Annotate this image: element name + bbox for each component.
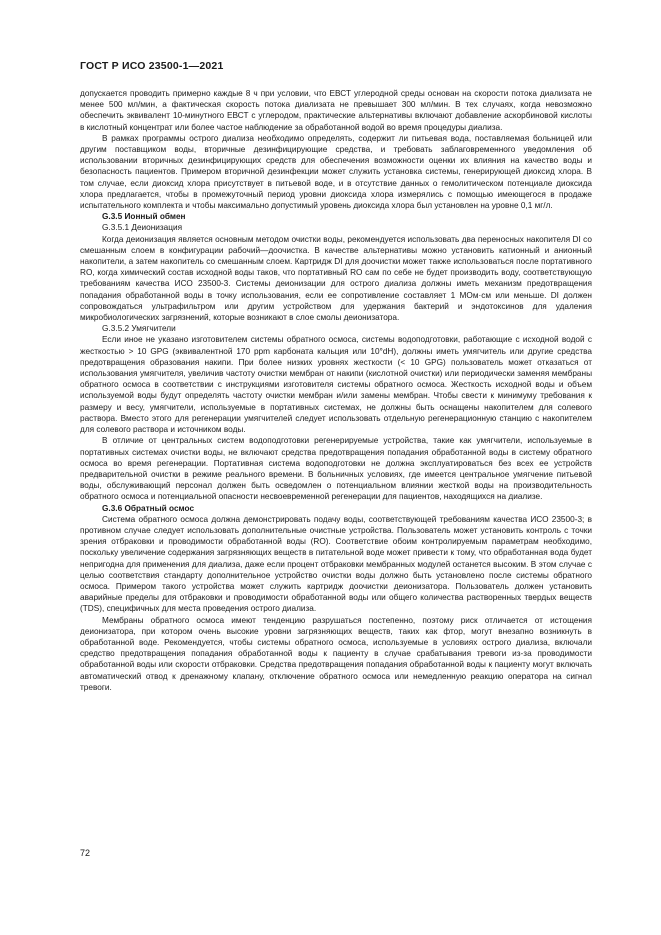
page-number: 72 [80, 848, 91, 858]
section-heading-reverse-osmosis: G.3.6 Обратный осмос [102, 503, 195, 513]
section-heading-ion-exchange: G.3.5 Ионный обмен [102, 212, 186, 222]
document-body [80, 88, 592, 693]
paragraph-reverse-osmosis: Система обратного осмоса должна демонстрировать подачу воды, соответствующей требованиям качества ИСО 23500-3; в противном случае следует использовать дополнительные очистные устройства. Пользователь может установить контроль с точки зрения отбраковки и проводимости обработанной воды (RO). Соответствие обоим контролируемым параметрам необходимо, поскольку увеличение содержания загрязняющих веществ в питательной воде может привести к тому, что обработанная вода будет непригодна для применения для диализа, даже если процент отбраковки мембранных модулей останется высоким. В этом случае с целью соответствия стандарту дополнительное устройство очистки воды должно быть установлено после системы обратного осмоса. Примером такого устройства может служить картридж доочистки деионизатора. Пользователь должен установить аварийные пределы для отбраковки и проводимости обработанной воды или общего количества растворенных твердых веществ (TDS), специфичных для места проведения острого диализа. [80, 514, 592, 614]
subsection-heading-softeners: G.3.5.2 Умягчители [102, 324, 176, 334]
paragraph-softeners: Если иное не указано изготовителем системы обратного осмоса, системы водоподготовки, работающие с исходной водой с жесткостью > 10 GPG (эквивалентной 170 ppm карбоната кальция или 10°dH), должны иметь умягчитель или другие средства предотвращения образования накипи. При более низких уровнях жесткости (< 10 GPG) пользователь может отказаться от использования умягчителя, увеличив частоту очистки мембран от накипи (кислотной очистки) или периодически заменяя мембраны обратного осмоса в соответствии с инструкциями изготовителя системы обратного осмоса. Жесткость исходной воды и объем используемой воды будут определять частоту очистки мембран и/или замены мембран. Чтобы свести к минимуму требования к размеру и весу, умягчители, используемые в портативных системах, не должны быть оснащены накопителем для солевого раствора. Вместо этого для регенерации умягчителей следует использовать отдельную регенерационную станцию с накопителем для солевого раствора и источником воды. [80, 335, 592, 435]
document-header-title: ГОСТ Р ИСО 23500-1—2021 [80, 60, 224, 72]
paragraph-ebct-carbon: допускается проводить примерно каждые 8 ч при условии, что ЕВСТ углеродной среды основан на скорости потока диализата не менее 500 мл/мин, а фактическая скорость потока диализата не превышает 300 мл/мин. В тех случаях, когда невозможно обеспечить эквивалент 10-минутного ЕВСТ с углеродом, практические альтернативы включают добавление аскорбиновой кислоты в кислотный концентрат или более частое наблюдение за обработанной водой во время процедуры диализа. [80, 89, 592, 132]
paragraph-deionization: Когда деионизация является основным методом очистки воды, рекомендуется использовать два переносных накопителя DI со смешанным слоем в конфигурации рабочий—доочистка. В качестве альтернативы можно установить катионный и анионный накопители, а затем накопитель со смешанным слоем. Картридж DI для доочистки может также использоваться после портативного RO, когда химический состав исходной воды таков, что портативный RO сам по себе не будет производить воду, соответствующую требованиям качества ИСО 23500-3. Системы деионизации для острого диализа должны иметь механизм предотвращения попадания обработанной воды в точку использования, если ее сопротивление составляет 1 МОм·см или меньше. DI должен сопровождаться ультрафильтром или другим устройством для удержания бактерий и эндотоксинов для удаления микробиологических загрязнений, которые возникают в слое смолы деионизатора. [80, 234, 592, 323]
paragraph-regeneration: В отличие от центральных систем водоподготовки регенерируемые устройства, такие как умягчители, используемые в портативных системах очистки воды, не включают средства предотвращения попадания обработанной воды в систему обратного осмоса во время регенерации. Портативная система водоподготовки не должна эксплуатироваться без всех ее устройств предварительной очистки в режиме реального времени. В больничных условиях, где имеется центральное умягчение питьевой воды, обслуживающий персонал должен быть осведомлен о потенциальном влиянии жесткой воды на производительность обратного осмоса и потенциальной опасности несвоевременной регенерации для пациентов, находящихся на диализе. [80, 436, 592, 502]
paragraph-ro-membranes: Мембраны обратного осмоса имеют тенденцию разрушаться постепенно, поэтому риск отличается от истощения деионизатора, при котором очень высокие уровни загрязняющих веществ, таких как фтор, могут внезапно возникнуть в обработанной воде. Рекомендуется, чтобы системы обратного осмоса, используемые в условиях острого диализа, включали средство предотвращения попадания обработанной воды к пациенту в случае срабатывания тревоги из-за проводимости обработанной воды или скорости отбраковки. Средства предотвращения попадания обработанной воды к пациенту могут включать автоматический отвод к дренажному клапану, отключение обратного осмоса или немедленную реакцию оператора на сигнал тревоги. [80, 615, 592, 692]
paragraph-secondary-disinfectants: В рамках программы острого диализа необходимо определять, содержит ли питьевая вода, поставляемая больницей или другим поставщиком воды, вторичные дезинфицирующие средства, и требовать заблаговременного уведомления об использовании вторичных дезинфицирующих средств для обеспечения возможности оценки их влияния на качество воды и безопасность пациентов. Примером вторичной дезинфекции может служить установка системы, генерирующей диоксид хлора. В том случае, если диоксид хлора присутствует в питьевой воде, и в отсутствие данных о гемолитическом потенциале диоксида хлора предлагается, чтобы в промежуточный период уровни диоксида хлора измерялись с помощью имеющегося в продаже испытательного комплекта и чтобы максимально допустимый уровень диоксида хлора был установлен на уровне 0,1 мг/л. [80, 133, 592, 211]
subsection-heading-deionization: G.3.5.1 Деионизация [102, 223, 183, 233]
